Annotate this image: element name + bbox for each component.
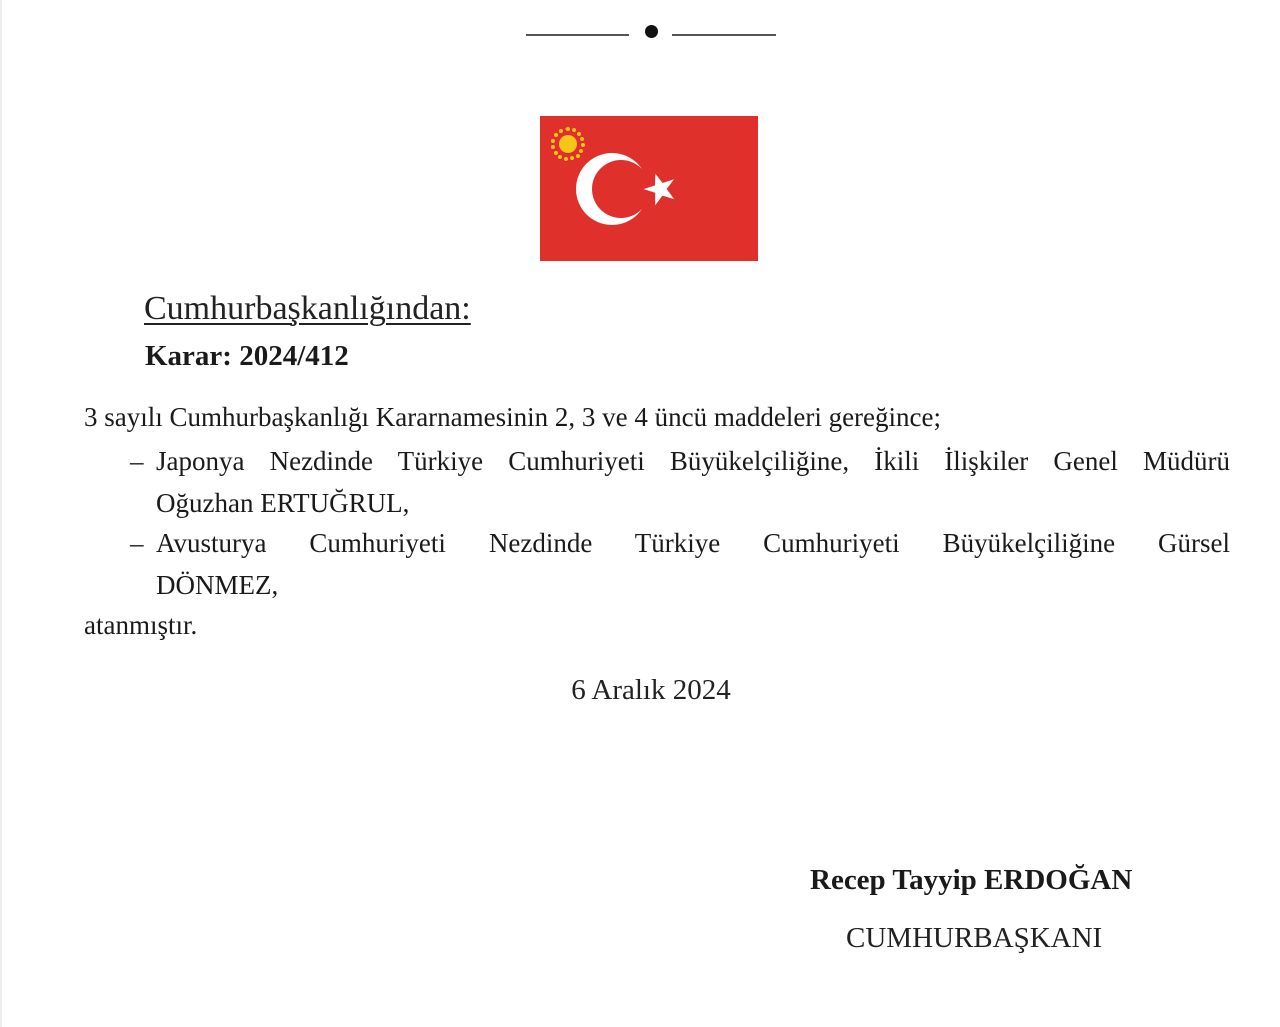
ornament-line-right xyxy=(672,34,776,36)
intro-paragraph: 3 sayılı Cumhurbaşkanlığı Kararnamesinin 2, 3 ve 4 üncü maddeleri gereğince; xyxy=(84,402,941,432)
header-ornament xyxy=(526,22,776,42)
issuer-heading: Cumhurbaşkanlığından: xyxy=(144,290,471,327)
closing-text: atanmıştır. xyxy=(84,610,198,640)
ornament-line-left xyxy=(526,34,629,36)
list-dash: – xyxy=(130,528,144,558)
appointment-text: Japonya Nezdinde Türkiye Cumhuriyeti Büyükelçiliğine, İkili İlişkiler Genel Müdürü xyxy=(156,446,1230,476)
list-dash: – xyxy=(130,446,144,476)
appointment-text: Avusturya Cumhuriyeti Nezdinde Türkiye Cumhuriyeti Büyükelçiliğine Gürsel xyxy=(156,528,1230,558)
appointee-name: DÖNMEZ, xyxy=(156,570,279,600)
decision-number: Karar: 2024/412 xyxy=(145,340,349,372)
appointee-name: Oğuzhan ERTUĞRUL, xyxy=(156,488,410,518)
ornament-dot xyxy=(645,25,658,38)
decision-date: 6 Aralık 2024 xyxy=(571,674,731,706)
appointment-item xyxy=(130,522,1230,606)
appointment-item xyxy=(130,440,1230,524)
signer-title: CUMHURBAŞKANI xyxy=(846,922,1103,954)
signer-name: Recep Tayyip ERDOĞAN xyxy=(810,864,1133,896)
presidential-flag-icon xyxy=(540,116,758,261)
